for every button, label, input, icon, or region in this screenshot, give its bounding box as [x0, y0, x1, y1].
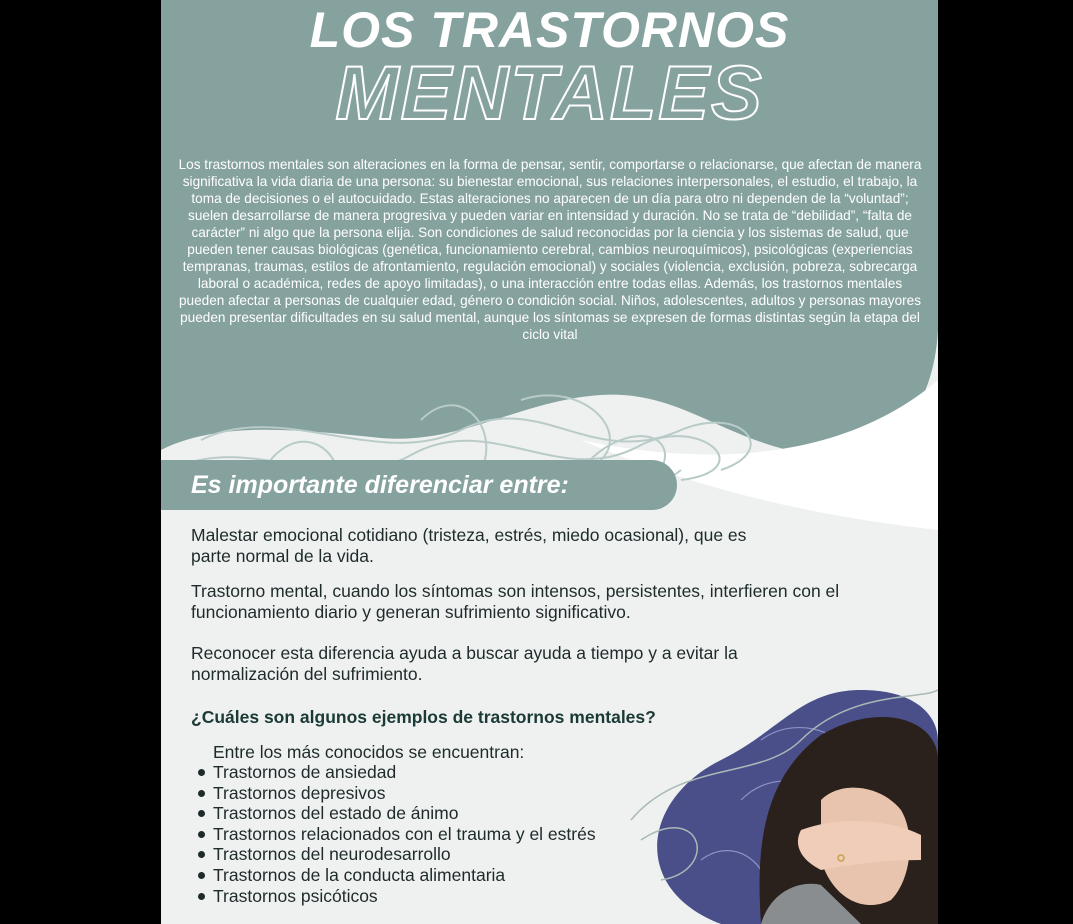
list-item: Trastornos relacionados con el trauma y el estrés — [197, 824, 596, 845]
section-banner — [161, 460, 677, 510]
examples-question: ¿Cuáles son algunos ejemplos de trastornos mentales? — [191, 707, 656, 727]
list-item: Trastornos del neurodesarrollo — [197, 844, 596, 865]
list-item: Trastornos del estado de ánimo — [197, 803, 596, 824]
title-line-2: MENTALES — [335, 51, 764, 136]
point-recognize-difference: Reconocer esta diferencia ayuda a buscar ayuda a tiempo y a evitar la normalización del sufrimiento. — [191, 643, 738, 684]
list-item: Trastornos depresivos — [197, 783, 596, 804]
list-item: Trastornos de ansiedad — [197, 762, 596, 783]
list-item: Trastornos psicóticos — [197, 886, 596, 907]
list-item: Trastornos de la conducta alimentaria — [197, 865, 596, 886]
examples-intro: Entre los más conocidos se encuentran: — [213, 742, 525, 762]
examples-list — [197, 762, 596, 906]
point-mental-disorder: Trastorno mental, cuando los síntomas son intensos, persistentes, interfieren con el funcionamiento diario y generan sufrimiento significativo. — [191, 581, 840, 622]
section-heading: Es importante diferenciar entre: — [191, 471, 569, 499]
title-line-1: LOS TRASTORNOS — [309, 2, 790, 58]
poster — [161, 0, 938, 924]
point-everyday-distress: Malestar emocional cotidiano (tristeza, estrés, miedo ocasional), que es parte normal de la vida. — [191, 525, 747, 566]
intro-paragraph: Los trastornos mentales son alteraciones en la forma de pensar, sentir, comportarse o relacionarse, que afectan de manera significativa la vida diaria de una persona: su bienestar emocional, sus relaciones interpersonales, el estudio, el trabajo, la toma de decisiones o el autocuidado. Estas alteraciones no aparecen de un día para otro ni dependen de la “voluntad”; suelen desarrollarse de manera progresiva y pueden variar en intensidad y duración. No se trata de “debilidad”, “falta de carácter” ni algo que la persona elija. Son condiciones de salud reconocidas por la ciencia y los sistemas de salud, que pueden tener causas biológicas (genética, funcionamiento cerebral, cambios neuroquímicos), psicológicas (experiencias tempranas, traumas, estilos de afrontamiento, regulación emocional) y sociales (violencia, exclusión, pobreza, sobrecarga laboral o académica, redes de apoyo limitadas), o una interacción entre todas ellas. Además, los trastornos mentales pueden afectar a personas de cualquier edad, género o condición social. Niños, adolescentes, adultos y personas mayores pueden presentar dificultades en su salud mental, aunque los síntomas se expresen de formas distintas según la etapa del ciclo vital — [178, 157, 922, 342]
